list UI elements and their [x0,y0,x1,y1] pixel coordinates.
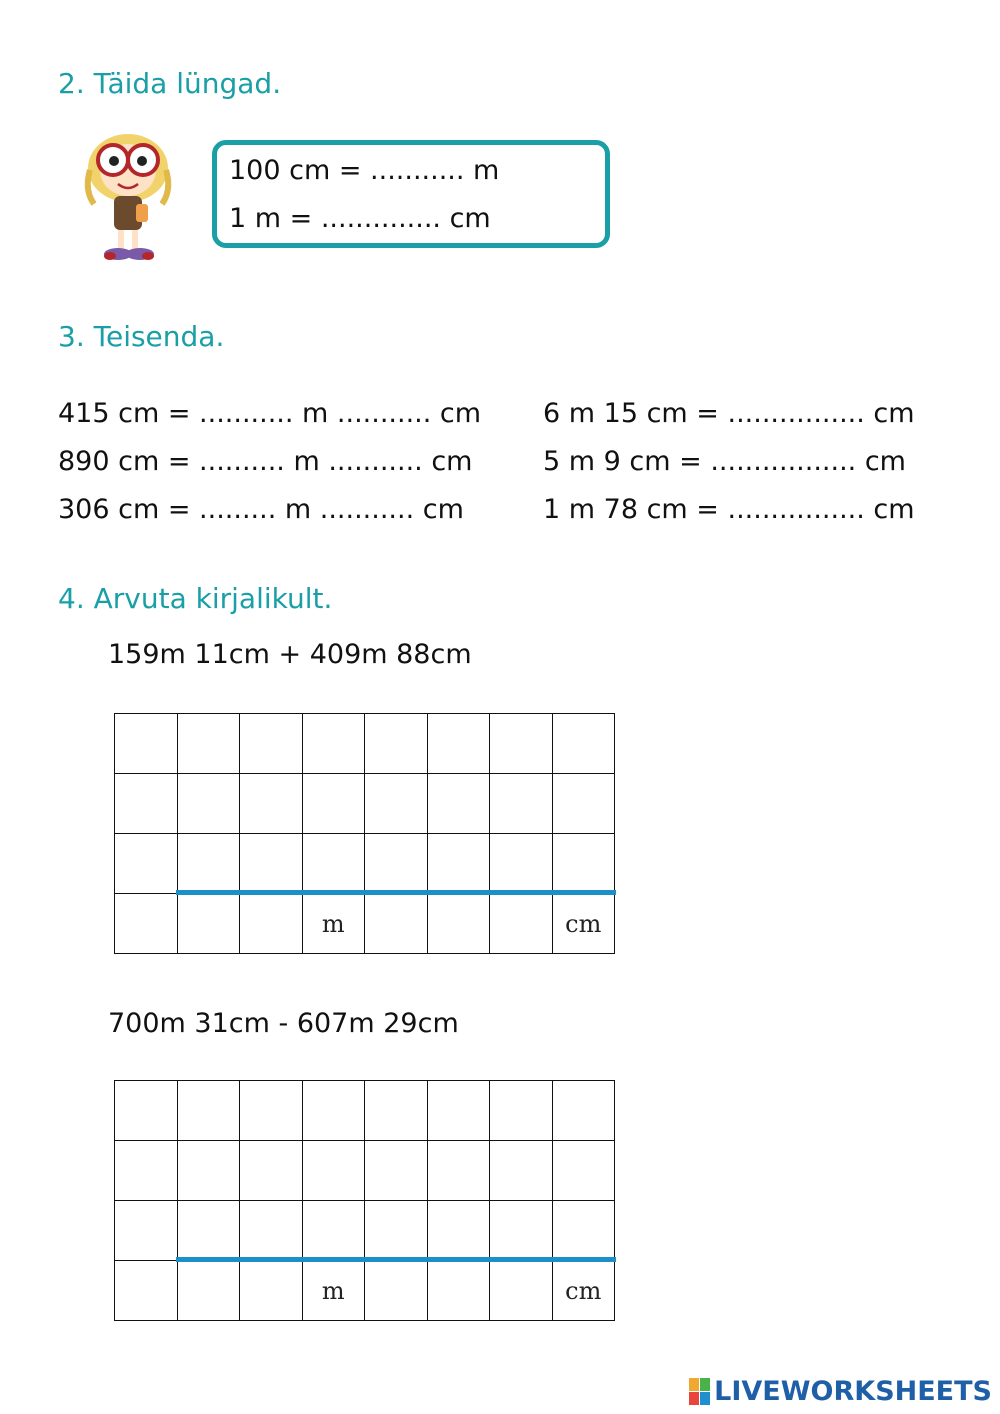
girl-with-glasses-illustration [78,130,178,265]
fill-in-box [212,140,610,248]
grid-cell[interactable] [177,1201,240,1261]
problem-2-expression: 700m 31cm - 607m 29cm [108,1008,459,1039]
grid-cell[interactable] [115,714,178,774]
grid-cell[interactable] [115,774,178,834]
liveworksheets-mark-icon [689,1378,711,1406]
grid-cell[interactable] [302,1081,365,1141]
grid-cell[interactable] [365,834,428,894]
conversion-left-1[interactable]: 415 cm = ........... m ........... cm [58,398,482,429]
grid-cell[interactable] [427,1081,490,1141]
grid-cell[interactable] [177,834,240,894]
grid-cell[interactable] [240,1201,303,1261]
grid-cell[interactable] [490,1261,553,1321]
section-3-heading: 3. Teisenda. [58,320,225,353]
grid-cell[interactable] [302,774,365,834]
grid-cell[interactable] [365,1261,428,1321]
grid-unit-m: m [302,1261,365,1321]
grid-cell[interactable] [177,774,240,834]
problem-1-sum-line [176,890,616,895]
grid-cell[interactable] [365,1201,428,1261]
grid-cell[interactable] [552,1081,615,1141]
grid-cell[interactable] [115,1081,178,1141]
grid-unit-m: m [302,894,365,954]
grid-cell[interactable] [365,714,428,774]
problem-2-grid [114,1080,615,1321]
conversion-left-3[interactable]: 306 cm = ......... m ........... cm [58,494,464,525]
grid-cell[interactable] [177,1261,240,1321]
grid-cell[interactable] [552,1141,615,1201]
grid-cell[interactable] [365,774,428,834]
grid-cell[interactable] [240,714,303,774]
grid-cell[interactable] [115,1141,178,1201]
problem-2-sum-line [176,1257,616,1262]
grid-unit-cm: cm [552,894,615,954]
grid-cell[interactable] [365,1081,428,1141]
grid-cell[interactable] [490,774,553,834]
grid-cell[interactable] [177,1081,240,1141]
grid-cell[interactable] [240,1081,303,1141]
grid-cell[interactable] [427,834,490,894]
grid-cell[interactable] [427,894,490,954]
grid-cell[interactable] [552,1201,615,1261]
grid-cell[interactable] [490,834,553,894]
grid-cell[interactable] [115,1261,178,1321]
grid-cell[interactable] [302,714,365,774]
conversion-right-1[interactable]: 6 m 15 cm = ................ cm [543,398,915,429]
grid-cell[interactable] [240,894,303,954]
grid-cell[interactable] [240,834,303,894]
section-4-heading: 4. Arvuta kirjalikult. [58,582,333,615]
grid-cell[interactable] [115,894,178,954]
fill-line-1[interactable]: 100 cm = ........... m [229,155,500,186]
grid-cell[interactable] [365,894,428,954]
grid-unit-cm: cm [552,1261,615,1321]
conversion-right-2[interactable]: 5 m 9 cm = ................. cm [543,446,906,477]
conversion-right-3[interactable]: 1 m 78 cm = ................ cm [543,494,915,525]
grid-cell[interactable] [490,894,553,954]
grid-cell[interactable] [552,774,615,834]
grid-cell[interactable] [552,834,615,894]
grid-cell[interactable] [552,714,615,774]
grid-cell[interactable] [240,1261,303,1321]
conversion-left-2[interactable]: 890 cm = .......... m ........... cm [58,446,473,477]
grid-cell[interactable] [177,714,240,774]
grid-cell[interactable] [490,1081,553,1141]
grid-cell[interactable] [427,774,490,834]
grid-cell[interactable] [240,774,303,834]
grid-cell[interactable] [490,1141,553,1201]
grid-cell[interactable] [115,1201,178,1261]
fill-line-2[interactable]: 1 m = .............. cm [229,203,491,234]
grid-cell[interactable] [490,1201,553,1261]
grid-cell[interactable] [490,714,553,774]
liveworksheets-logo [689,1376,992,1407]
grid-cell[interactable] [427,1141,490,1201]
grid-cell[interactable] [302,1141,365,1201]
grid-cell[interactable] [115,834,178,894]
grid-cell[interactable] [427,714,490,774]
grid-cell[interactable] [240,1141,303,1201]
grid-cell[interactable] [427,1201,490,1261]
grid-cell[interactable] [177,1141,240,1201]
logo-text: LIVEWORKSHEETS [714,1376,992,1407]
grid-cell[interactable] [177,894,240,954]
problem-1-expression: 159m 11cm + 409m 88cm [108,639,472,670]
grid-cell[interactable] [427,1261,490,1321]
grid-cell[interactable] [365,1141,428,1201]
section-2-heading: 2. Täida lüngad. [58,67,282,100]
problem-1-grid [114,713,615,954]
grid-cell[interactable] [302,1201,365,1261]
grid-cell[interactable] [302,834,365,894]
